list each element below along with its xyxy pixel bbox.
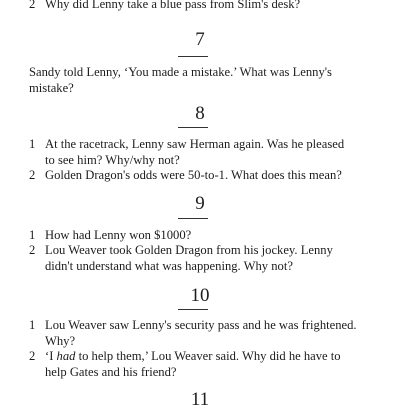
heading-rule bbox=[178, 309, 208, 310]
question-item bbox=[29, 168, 342, 184]
question-number: 2 bbox=[29, 243, 36, 257]
question-number: 2 bbox=[29, 0, 36, 11]
paragraph-line: Sandy told Lenny, ‘You made a mistake.’ What was Lenny's bbox=[29, 65, 332, 79]
heading-rule bbox=[178, 218, 208, 219]
question-number: 1 bbox=[29, 228, 36, 242]
section-heading: 8 bbox=[195, 103, 205, 124]
paragraph-line: mistake? bbox=[29, 81, 74, 95]
question-text: ‘I had to help them,’ Lou Weaver said. Why did he have to bbox=[45, 349, 341, 363]
question-text: Why did Lenny take a blue pass from Slim's desk? bbox=[45, 0, 301, 11]
question-text: At the racetrack, Lenny saw Herman again. Was he pleased bbox=[45, 137, 345, 151]
question-text: help Gates and his friend? bbox=[45, 364, 177, 379]
question-number: 1 bbox=[29, 137, 36, 151]
question-item bbox=[29, 243, 333, 274]
heading-rule bbox=[178, 127, 208, 128]
question-text: didn't understand what was happening. Why not? bbox=[45, 258, 293, 273]
question-item bbox=[29, 318, 357, 349]
section-heading: 11 bbox=[190, 389, 210, 410]
question-item bbox=[29, 137, 344, 168]
question-item bbox=[29, 349, 341, 380]
question-item bbox=[29, 0, 300, 13]
question-text: Lou Weaver took Golden Dragon from his jockey. Lenny bbox=[45, 243, 333, 257]
heading-rule bbox=[178, 56, 208, 57]
question-text: Golden Dragon's odds were 50-to-1. What does this mean? bbox=[45, 168, 342, 182]
question-number: 2 bbox=[29, 168, 36, 182]
question-text: Lou Weaver saw Lenny's security pass and he was frightened. bbox=[45, 318, 357, 332]
section-heading: 9 bbox=[195, 193, 205, 214]
question-text: to see him? Why/why not? bbox=[45, 152, 180, 167]
question-number: 1 bbox=[29, 318, 36, 332]
question-item bbox=[29, 228, 191, 244]
section-heading: 7 bbox=[195, 29, 205, 50]
question-text: How had Lenny won $1000? bbox=[45, 228, 192, 242]
section-heading: 10 bbox=[190, 285, 210, 306]
question-number: 2 bbox=[29, 349, 36, 363]
question-text: Why? bbox=[45, 333, 76, 348]
section-paragraph bbox=[29, 64, 332, 96]
